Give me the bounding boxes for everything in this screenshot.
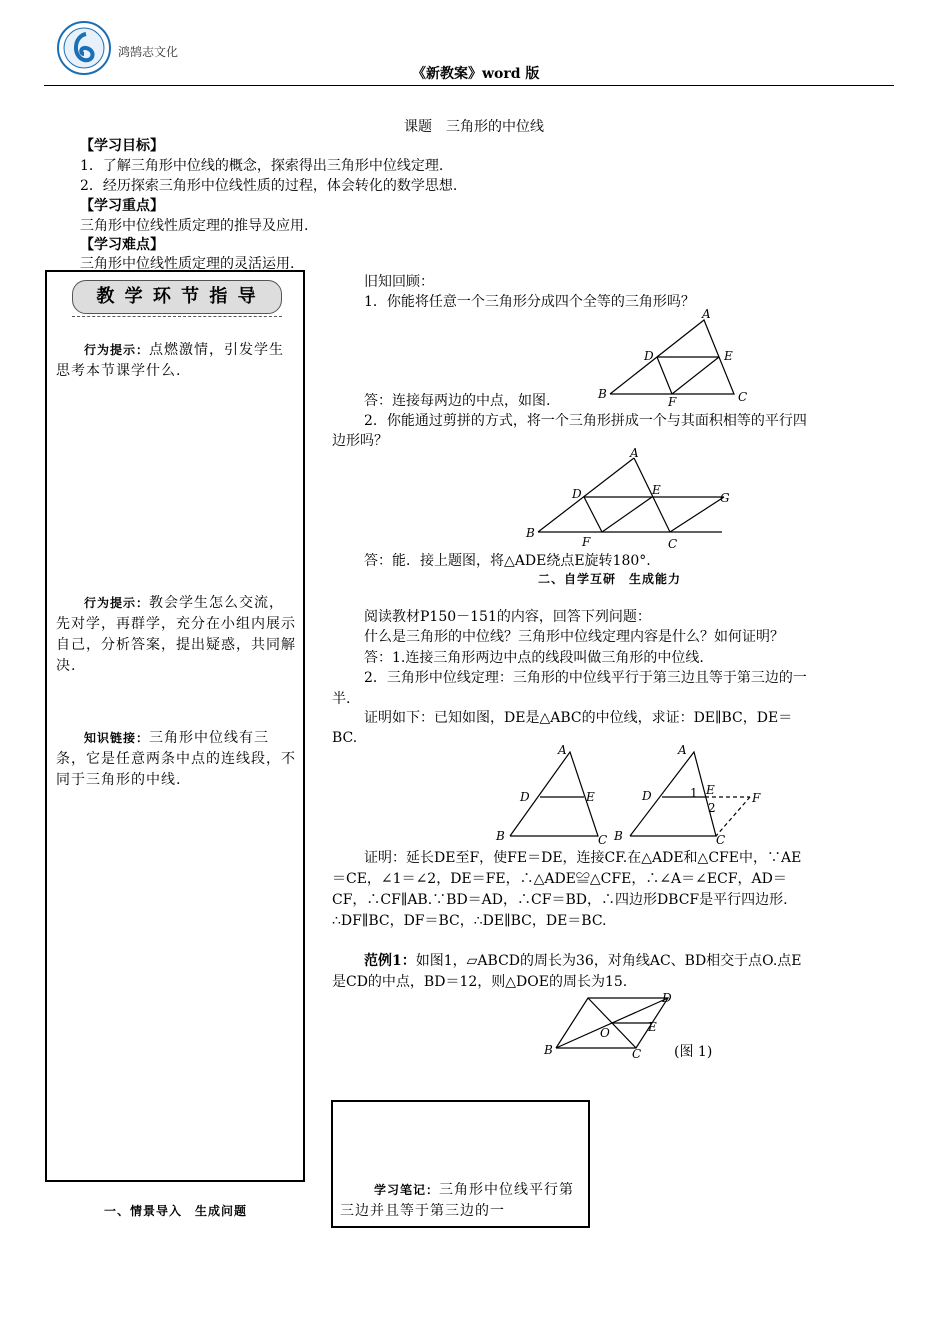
fig3-label-a: A — [558, 743, 567, 757]
figure-3 — [490, 740, 620, 846]
fig4-label-1: 1 — [690, 786, 698, 800]
figure-2 — [524, 446, 744, 552]
fig5-label-o: O — [600, 1026, 610, 1040]
fig3-label-d: D — [520, 790, 530, 804]
review-a1: 答：连接每两边的中点，如图. — [364, 393, 551, 409]
logo-name: 鸿鹄志文化 — [118, 45, 179, 59]
goal-2: 2．经历探索三角形中位线性质的过程，体会转化的数学思想. — [80, 178, 458, 194]
example-line2: 是CD的中点，BD＝12，则△DOE的周长为15. — [332, 974, 628, 990]
logo — [56, 20, 112, 76]
proof-intro-line2: BC. — [332, 730, 358, 746]
figure-1 — [594, 308, 764, 408]
review-q2-line2: 边形吗？ — [332, 433, 388, 449]
fig2-label-d: D — [572, 487, 582, 501]
fig3-label-e: E — [586, 790, 595, 804]
figure-5 — [540, 988, 680, 1060]
proof-intro-line1: 证明如下：已知如图，DE是△ABC的中位线，求证：DE∥BC，DE＝ — [364, 710, 793, 726]
fig4-label-c: C — [716, 833, 726, 846]
tip-3: 知识链接：三角形中位线有三条，它是任意两条中点的连线段，不同于三角形的中线. — [56, 730, 296, 788]
fig2-label-g: G — [720, 491, 730, 505]
sidebar-banner — [72, 280, 282, 314]
fig1-label-e: E — [724, 349, 733, 363]
section-2-question: 什么是三角形的中位线？三角形中位线定理内容是什么？如何证明？ — [364, 629, 784, 645]
study-notes: 学习笔记：三角形中位线平行第三边并且等于第三边的一 — [340, 1182, 575, 1219]
fig5-label-c: C — [632, 1047, 642, 1060]
fig4-label-a: A — [678, 743, 687, 757]
fig4-label-e: E — [706, 783, 715, 797]
lesson-title: 课题 三角形的中位线 — [404, 119, 544, 135]
review-a2: 答：能．接上题图，将△ADE绕点E旋转180°. — [364, 553, 651, 569]
reading-assignment: 阅读教材P150－151的内容，回答下列问题： — [364, 609, 651, 625]
section-2-answer-1: 答：1.连接三角形两边中点的线段叫做三角形的中位线. — [364, 650, 704, 666]
banner-dashes — [72, 316, 282, 317]
section-2-answer-2-line2: 半. — [332, 691, 351, 707]
section-1-title: 一、情景导入 生成问题 — [104, 1204, 248, 1218]
fig4-label-f: F — [752, 791, 761, 805]
fig1-label-a: A — [702, 308, 711, 321]
fig5-label-d: D — [662, 991, 672, 1005]
fig2-label-e: E — [652, 483, 661, 497]
section-2-answer-2-line1: 2．三角形中位线定理：三角形的中位线平行于第三边且等于第三边的一 — [364, 670, 807, 686]
example-line1: 范例1：如图1，▱ABCD的周长为36，对角线AC、BD相交于点O.点E — [364, 953, 802, 969]
fig5-label-b: B — [544, 1043, 553, 1057]
header-divider — [44, 85, 894, 86]
difficulty-text: 三角形中位线性质定理的灵活运用. — [80, 256, 295, 272]
fig4-label-2: 2 — [708, 801, 716, 815]
document-title: 《新教案》word 版 — [412, 66, 540, 82]
key-text: 三角形中位线性质定理的推导及应用. — [80, 218, 309, 234]
fig2-label-b: B — [526, 526, 535, 540]
proof-line-2: ＝CE，∠1＝∠2，DE＝FE，∴△ADE≌△CFE，∴∠A＝∠ECF，AD＝ — [332, 871, 787, 887]
fig1-label-c: C — [738, 390, 748, 404]
review-label: 旧知回顾： — [364, 274, 434, 290]
key-label: 【学习重点】 — [80, 198, 164, 214]
figure-1-caption: (图 1) — [674, 1044, 713, 1060]
fig1-label-d: D — [644, 349, 654, 363]
fig2-label-a: A — [630, 446, 639, 460]
proof-line-1: 证明：延长DE至F，使FE＝DE，连接CF.在△ADE和△CFE中，∵AE — [364, 850, 802, 866]
difficulty-label: 【学习难点】 — [80, 237, 164, 253]
fig4-label-d: D — [642, 789, 652, 803]
tip-2: 行为提示：教会学生怎么交流，先对学，再群学，充分在小组内展示自己，分析答案，提出疑惑，共同解决. — [56, 595, 296, 674]
proof-line-4: ∴DF∥BC，DF＝BC，∴DE∥BC，DE＝BC. — [332, 913, 607, 929]
fig2-label-f: F — [582, 535, 591, 549]
review-q1: 1．你能将任意一个三角形分成四个全等的三角形吗？ — [364, 294, 695, 310]
fig3-label-c: C — [598, 833, 608, 846]
fig2-label-c: C — [668, 537, 678, 551]
review-q2-line1: 2．你能通过剪拼的方式，将一个三角形拼成一个与其面积相等的平行四 — [364, 413, 807, 429]
guidance-sidebar — [45, 270, 305, 1182]
fig4-label-b: B — [614, 829, 623, 843]
proof-line-3: CF，∴CF∥AB.∵BD＝AD，∴CF＝BD，∴四边形DBCF是平行四边形. — [332, 892, 788, 908]
sidebar-banner-text: 教 学 环 节 指 导 — [96, 286, 258, 307]
fig1-label-f: F — [668, 395, 677, 408]
fig1-label-b: B — [598, 387, 607, 401]
section-2-title: 二、自学互研 生成能力 — [538, 572, 682, 586]
goals-label: 【学习目标】 — [80, 138, 164, 154]
goal-1: 1．了解三角形中位线的概念，探索得出三角形中位线定理. — [80, 158, 444, 174]
fig3-label-b: B — [496, 829, 505, 843]
figure-4 — [610, 740, 770, 846]
fig5-label-e: E — [648, 1020, 657, 1034]
tip-1: 行为提示：点燃激情，引发学生思考本节课学什么. — [56, 342, 285, 379]
